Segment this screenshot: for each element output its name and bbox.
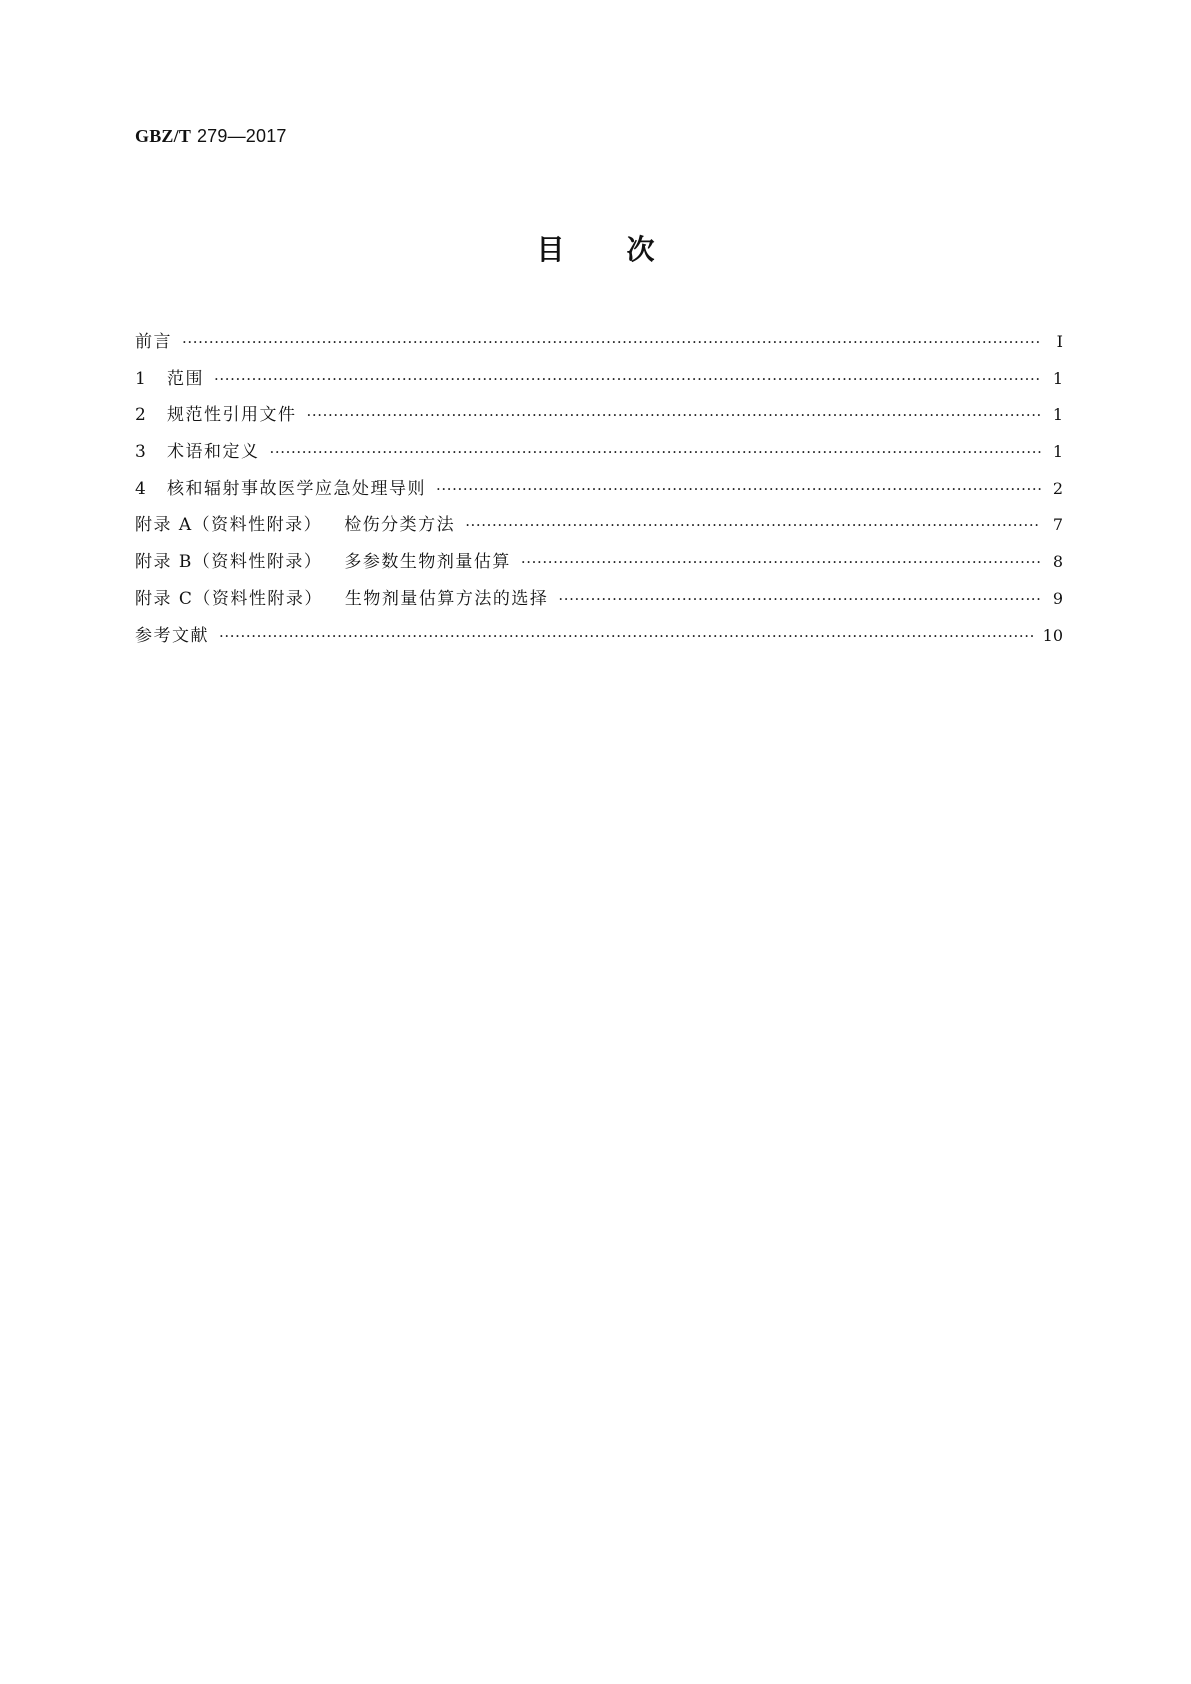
toc-entry-scope[interactable] bbox=[135, 361, 1063, 398]
toc-entry-label bbox=[135, 434, 260, 471]
toc-entry-label bbox=[135, 544, 511, 581]
dot-leader bbox=[270, 434, 1042, 471]
toc-entry-annex-a[interactable] bbox=[135, 507, 1063, 544]
standard-prefix: GBZ/T bbox=[135, 126, 192, 146]
dot-leader bbox=[436, 471, 1041, 508]
toc-entry-label bbox=[135, 397, 297, 434]
toc-entry-title: 术语和定义 bbox=[167, 442, 260, 463]
dot-leader bbox=[465, 507, 1041, 544]
toc-entry-label bbox=[135, 581, 548, 618]
toc-entry-annex-b[interactable] bbox=[135, 544, 1063, 581]
table-of-contents bbox=[135, 324, 1063, 654]
toc-entry-number: 2 bbox=[135, 405, 146, 426]
toc-entry-title: 生物剂量估算方法的选择 bbox=[344, 588, 549, 609]
toc-entry-title: 范围 bbox=[167, 368, 204, 389]
toc-page-number: 1 bbox=[1052, 442, 1063, 462]
toc-page-number: 1 bbox=[1052, 368, 1063, 388]
toc-entry-annex-c[interactable] bbox=[135, 581, 1063, 618]
toc-entry-title: 核和辐射事故医学应急处理导则 bbox=[167, 478, 426, 499]
toc-title: 目次 bbox=[536, 233, 717, 266]
standard-number: 279—2017 bbox=[196, 126, 287, 146]
dot-leader bbox=[214, 361, 1041, 398]
toc-page-number: 9 bbox=[1052, 588, 1063, 608]
toc-entry-label bbox=[135, 618, 209, 655]
toc-entry-label bbox=[135, 507, 455, 544]
dot-leader bbox=[521, 544, 1041, 581]
toc-entry-guidelines[interactable] bbox=[135, 471, 1063, 508]
toc-entry-terms-definitions[interactable] bbox=[135, 434, 1063, 471]
toc-page-number: 7 bbox=[1052, 515, 1063, 535]
toc-entry-title: 多参数生物剂量估算 bbox=[344, 552, 511, 573]
toc-entry-title: 检伤分类方法 bbox=[344, 515, 456, 536]
toc-annex-label: 附录 A（资料性附录） bbox=[135, 515, 323, 536]
toc-entry-bibliography[interactable] bbox=[135, 618, 1063, 655]
dot-leader bbox=[182, 324, 1041, 361]
toc-annex-label: 附录 B（资料性附录） bbox=[135, 552, 323, 573]
toc-page-number: 2 bbox=[1052, 478, 1063, 498]
toc-entry-label bbox=[135, 471, 426, 508]
toc-annex-label: 附录 C（资料性附录） bbox=[135, 588, 323, 609]
toc-entry-label bbox=[135, 361, 204, 398]
dot-leader bbox=[307, 397, 1042, 434]
toc-entry-number: 4 bbox=[135, 478, 146, 499]
toc-entry-label bbox=[135, 324, 172, 361]
toc-page-number: 10 bbox=[1042, 625, 1063, 645]
toc-entry-title: 参考文献 bbox=[135, 625, 209, 646]
toc-entry-preface[interactable] bbox=[135, 324, 1063, 361]
toc-page-number: 1 bbox=[1052, 405, 1063, 425]
toc-entry-number: 3 bbox=[135, 442, 146, 463]
toc-entry-normative-references[interactable] bbox=[135, 397, 1063, 434]
toc-entry-title: 前言 bbox=[135, 332, 172, 352]
toc-entry-number: 1 bbox=[135, 368, 146, 389]
standard-code bbox=[135, 126, 287, 147]
toc-entry-title: 规范性引用文件 bbox=[167, 405, 297, 426]
dot-leader bbox=[558, 581, 1041, 618]
toc-page-number: Ⅰ bbox=[1056, 332, 1063, 351]
dot-leader bbox=[219, 618, 1035, 655]
toc-page-number: 8 bbox=[1052, 552, 1063, 572]
